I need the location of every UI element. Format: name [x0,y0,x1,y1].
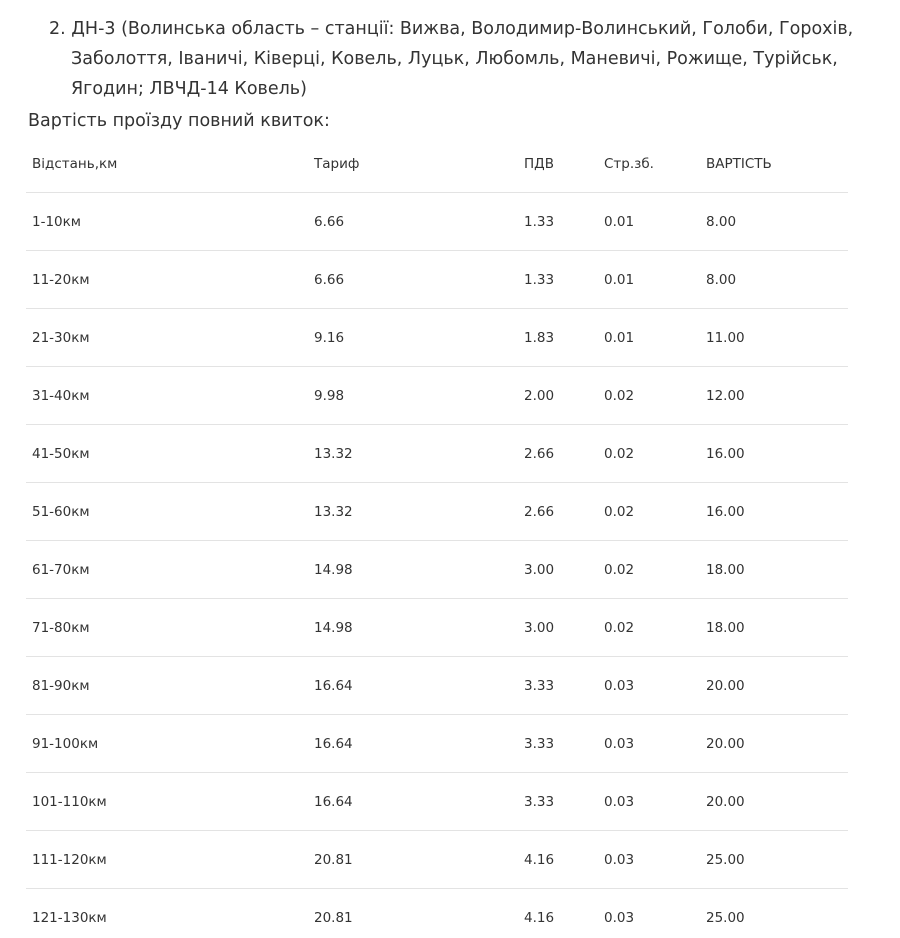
cell-total-cost: 8.00 [700,251,848,309]
cell-total-cost: 25.00 [700,831,848,889]
cell-insurance-fee: 0.01 [598,193,700,251]
cell-tariff: 9.16 [308,309,518,367]
cell-tariff: 16.64 [308,657,518,715]
cell-vat: 2.00 [518,367,598,425]
cell-tariff: 16.64 [308,715,518,773]
cell-tariff: 20.81 [308,831,518,889]
table-row [26,367,848,425]
table-header-row [26,135,848,193]
cell-total-cost: 16.00 [700,483,848,541]
header-insurance-fee: Стр.зб. [598,135,700,193]
cell-total-cost: 20.00 [700,715,848,773]
cell-insurance-fee: 0.01 [598,251,700,309]
cell-total-cost: 18.00 [700,541,848,599]
cell-vat: 4.16 [518,889,598,938]
cell-tariff: 13.32 [308,483,518,541]
cell-insurance-fee: 0.02 [598,367,700,425]
table-row [26,715,848,773]
table-row [26,483,848,541]
table-row [26,251,848,309]
header-total-cost: ВАРТІСТЬ [700,135,848,193]
table-row [26,657,848,715]
cell-vat: 1.33 [518,193,598,251]
table-row [26,889,848,938]
route-description [49,14,869,104]
cell-vat: 3.33 [518,657,598,715]
cell-vat: 4.16 [518,831,598,889]
cell-distance: 11-20км [26,251,308,309]
cell-total-cost: 20.00 [700,657,848,715]
cell-total-cost: 25.00 [700,889,848,938]
cell-distance: 111-120км [26,831,308,889]
cell-distance: 121-130км [26,889,308,938]
cell-tariff: 9.98 [308,367,518,425]
cell-distance: 71-80км [26,599,308,657]
cell-vat: 3.00 [518,599,598,657]
table-row [26,599,848,657]
cell-total-cost: 12.00 [700,367,848,425]
table-row [26,773,848,831]
cell-total-cost: 16.00 [700,425,848,483]
cell-distance: 81-90км [26,657,308,715]
cell-vat: 3.00 [518,541,598,599]
cell-tariff: 6.66 [308,251,518,309]
cell-tariff: 14.98 [308,541,518,599]
cell-distance: 21-30км [26,309,308,367]
route-description-line-3: Ягодин; ЛВЧД-14 Ковель) [71,79,307,99]
cell-tariff: 13.32 [308,425,518,483]
cell-insurance-fee: 0.02 [598,599,700,657]
cell-total-cost: 8.00 [700,193,848,251]
cell-vat: 1.33 [518,251,598,309]
cell-total-cost: 18.00 [700,599,848,657]
cell-insurance-fee: 0.02 [598,541,700,599]
table-row [26,541,848,599]
table-row [26,193,848,251]
cell-total-cost: 11.00 [700,309,848,367]
cell-insurance-fee: 0.03 [598,831,700,889]
table-row [26,309,848,367]
cell-vat: 3.33 [518,773,598,831]
table-row [26,831,848,889]
cell-insurance-fee: 0.02 [598,425,700,483]
cell-distance: 51-60км [26,483,308,541]
header-tariff: Тариф [308,135,518,193]
cell-insurance-fee: 0.02 [598,483,700,541]
cell-insurance-fee: 0.03 [598,715,700,773]
cell-tariff: 14.98 [308,599,518,657]
table-row [26,425,848,483]
cell-vat: 2.66 [518,483,598,541]
header-vat: ПДВ [518,135,598,193]
fare-table [26,135,848,938]
cell-tariff: 6.66 [308,193,518,251]
cell-vat: 2.66 [518,425,598,483]
cell-distance: 41-50км [26,425,308,483]
cell-insurance-fee: 0.03 [598,773,700,831]
route-description-line-2: Заболоття, Іваничі, Ківерці, Ковель, Луцьк, Любомль, Маневичі, Рожище, Турійськ, [71,49,838,69]
cell-insurance-fee: 0.03 [598,889,700,938]
route-description-line-1: 2. ДН-3 (Волинська область – станції: Вижва, Володимир-Волинський, Голоби, Горохів, [49,19,854,39]
header-distance: Відстань,км [26,135,308,193]
cell-distance: 31-40км [26,367,308,425]
cell-insurance-fee: 0.03 [598,657,700,715]
cell-distance: 1-10км [26,193,308,251]
cell-vat: 1.83 [518,309,598,367]
cell-tariff: 16.64 [308,773,518,831]
cell-vat: 3.33 [518,715,598,773]
cell-distance: 61-70км [26,541,308,599]
cell-total-cost: 20.00 [700,773,848,831]
cell-distance: 91-100км [26,715,308,773]
cell-distance: 101-110км [26,773,308,831]
cell-insurance-fee: 0.01 [598,309,700,367]
fare-subtitle: Вартість проїзду повний квиток: [28,111,330,131]
cell-tariff: 20.81 [308,889,518,938]
